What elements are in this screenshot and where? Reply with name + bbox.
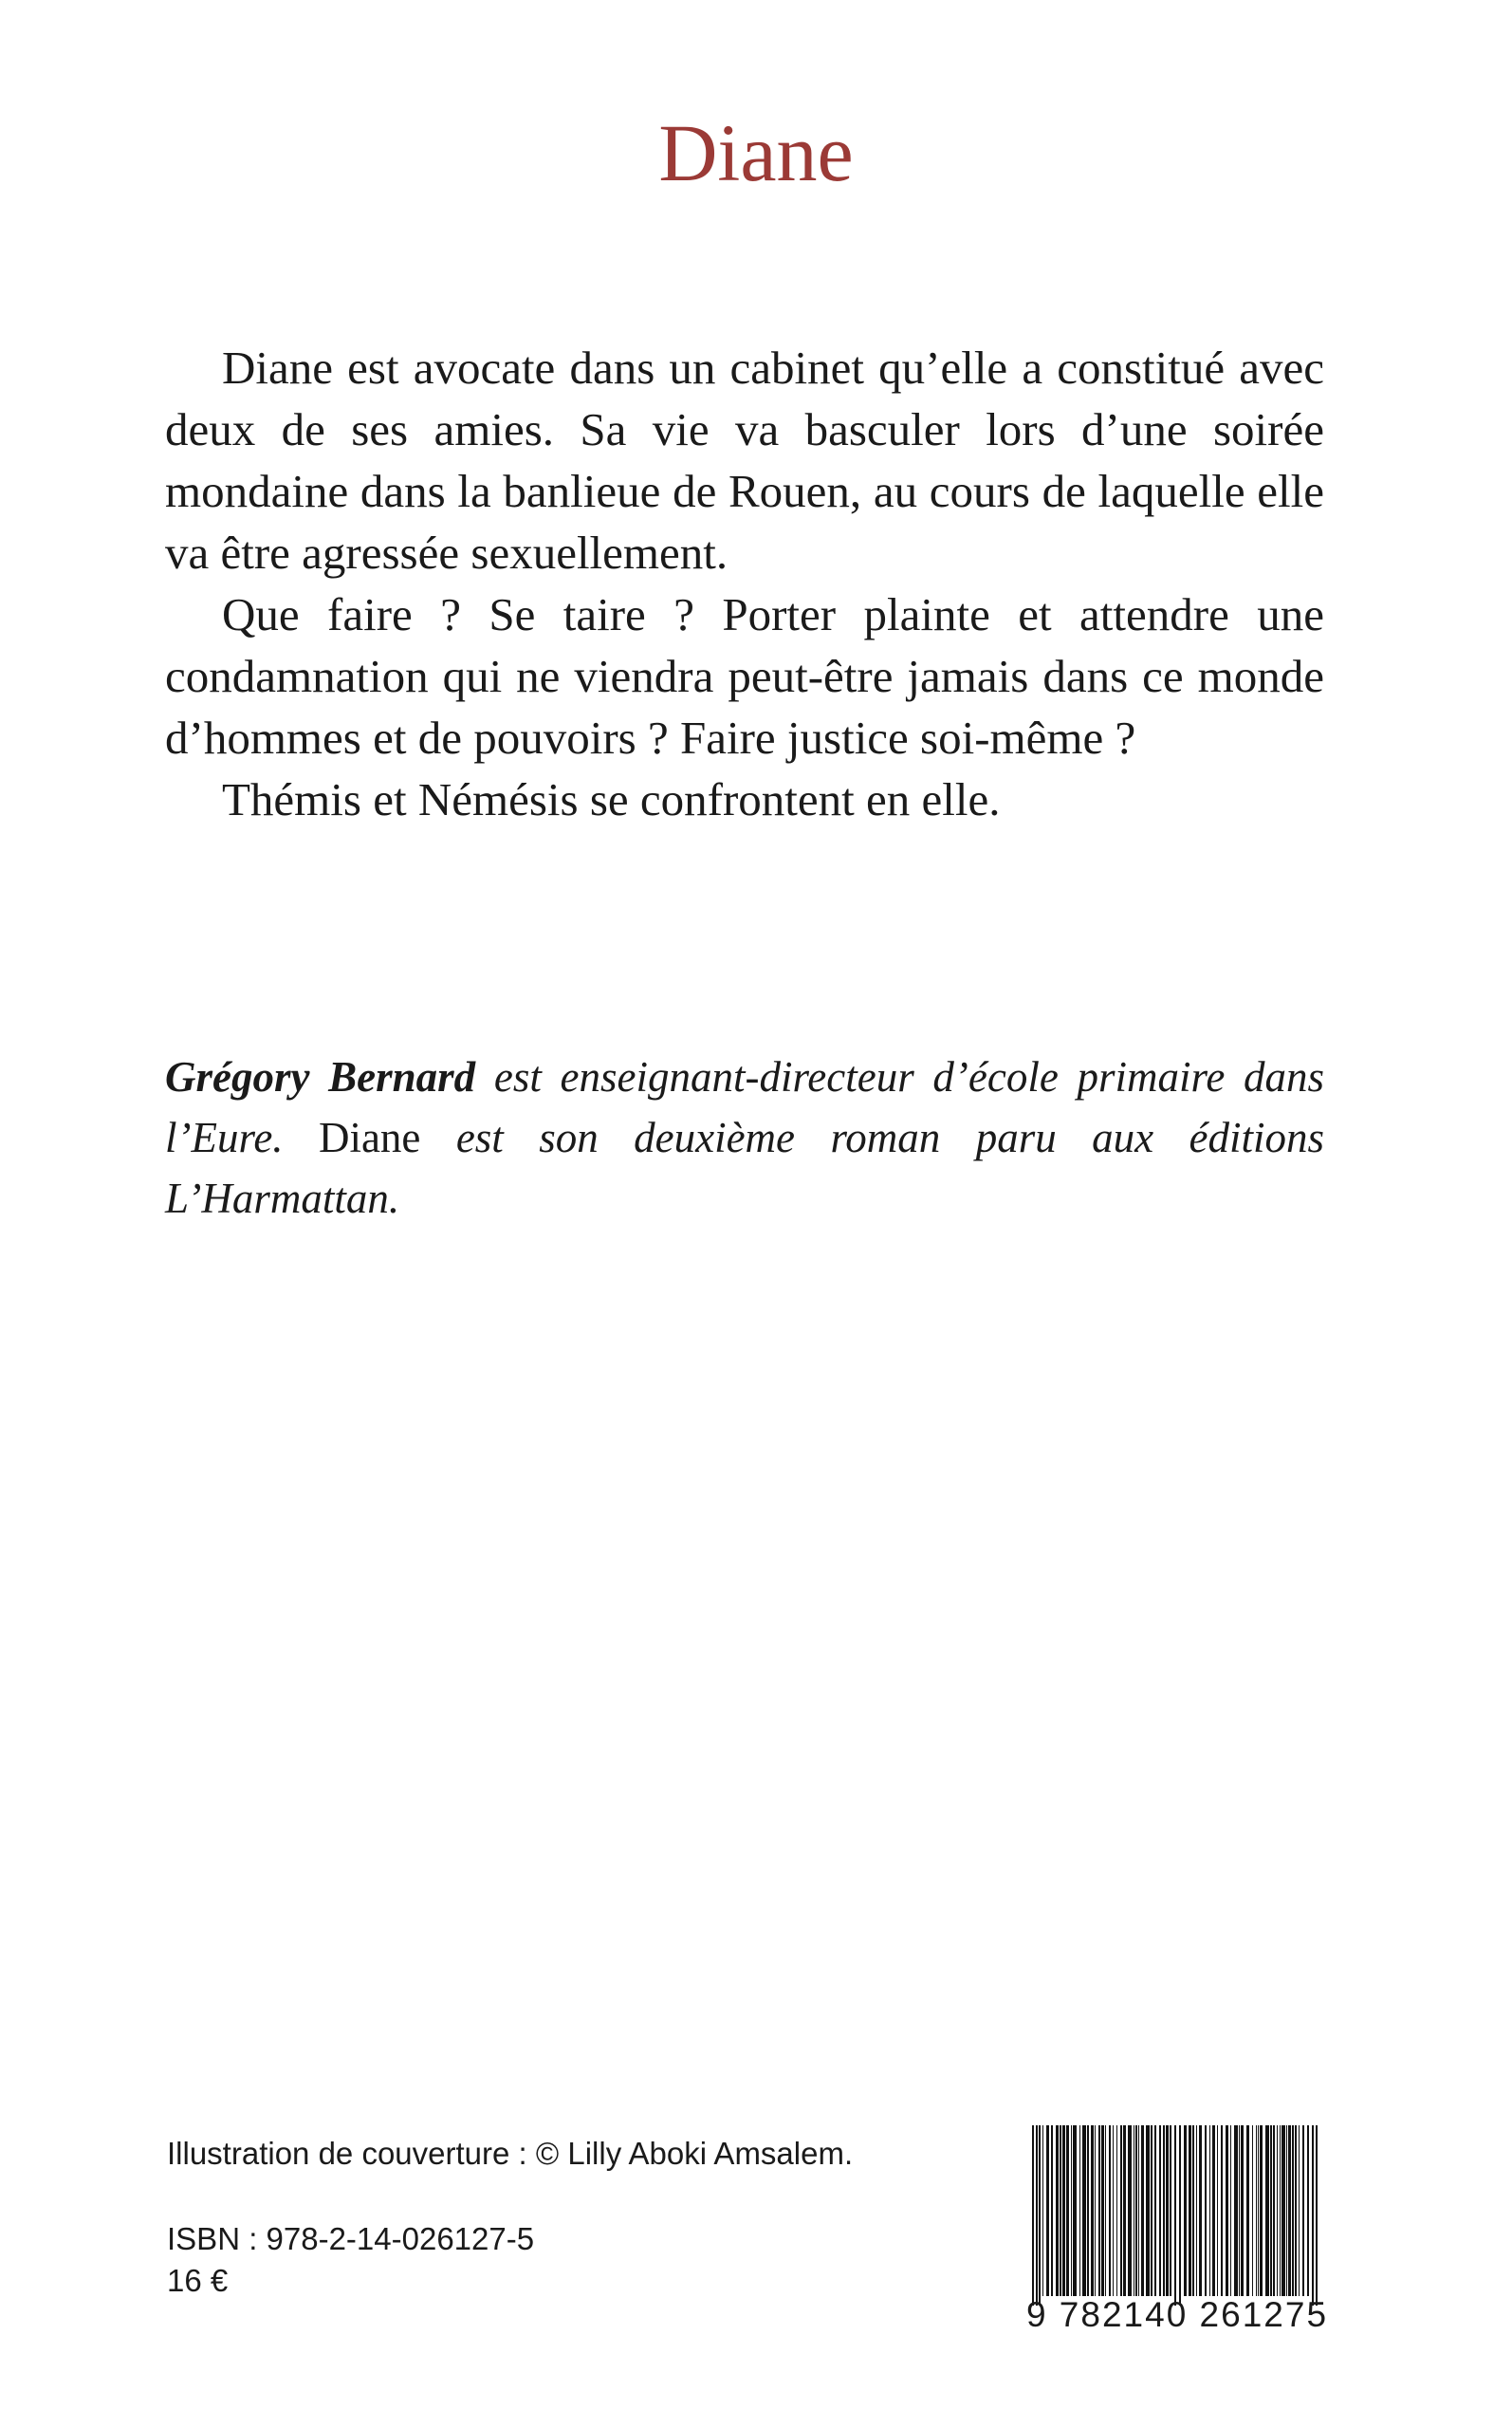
book-title: Diane xyxy=(658,107,854,198)
barcode-bar xyxy=(1146,2125,1150,2296)
barcode-bar xyxy=(1252,2125,1253,2296)
barcode-bar xyxy=(1277,2125,1278,2296)
back-cover-blurb xyxy=(165,337,1324,830)
barcode-bar xyxy=(1230,2125,1231,2296)
barcode-bar xyxy=(1154,2125,1156,2296)
barcode-bar xyxy=(1082,2125,1086,2296)
barcode-bar xyxy=(1286,2125,1287,2296)
barcode-bar xyxy=(1141,2125,1144,2296)
barcode-bar xyxy=(1221,2125,1223,2296)
barcode-bar xyxy=(1091,2125,1094,2296)
barcode-bar xyxy=(1270,2125,1272,2296)
barcode-bar xyxy=(1302,2125,1304,2296)
barcode-bar xyxy=(1039,2125,1041,2306)
barcode-bar xyxy=(1066,2125,1069,2296)
barcode-bar xyxy=(1120,2125,1122,2296)
barcode-bar xyxy=(1288,2125,1291,2296)
barcode-bar xyxy=(1189,2125,1191,2296)
barcode-bar xyxy=(1128,2125,1132,2296)
barcode-bar xyxy=(1212,2125,1215,2296)
barcode-bar xyxy=(1179,2125,1181,2306)
barcode-bar xyxy=(1101,2125,1104,2296)
blurb-paragraph: Diane est avocate dans un cabinet qu’elle a constitué avec deux de ses amies. Sa vie va basculer lors d’une soirée mondaine dans la banlieue de Rouen, au cours de laquelle elle va être agressée sexuellement. xyxy=(165,342,1324,579)
barcode-bar xyxy=(1205,2125,1207,2296)
barcode-bar xyxy=(1282,2125,1285,2296)
barcode-bar xyxy=(1071,2125,1072,2296)
barcode-bar xyxy=(1151,2125,1152,2296)
blurb-paragraph: Que faire ? Se taire ? Porter plainte et attendre une condamnation qui ne viendra peut-être jamais dans ce monde d’hommes et de pouvoirs ? Faire justice soi-même ? xyxy=(165,588,1324,764)
barcode-bar xyxy=(1184,2125,1187,2296)
barcode-bar xyxy=(1226,2125,1228,2296)
barcode-bar xyxy=(1256,2125,1257,2296)
barcode-bar xyxy=(1209,2125,1210,2296)
barcode-bar xyxy=(1166,2125,1169,2296)
barcode-bar xyxy=(1292,2125,1294,2296)
barcode-bar xyxy=(1170,2125,1171,2296)
barcode-bar xyxy=(1116,2125,1117,2296)
barcode-bar xyxy=(1265,2125,1269,2296)
barcode-bar xyxy=(1056,2125,1059,2296)
illustration-credit: Illustration de couverture : © Lilly Aboki Amsalem. xyxy=(167,2136,854,2171)
barcode-bar xyxy=(1159,2125,1161,2296)
barcode xyxy=(1030,2125,1322,2306)
author-bio xyxy=(165,1047,1324,1229)
barcode-bar xyxy=(1295,2125,1297,2296)
barcode-bar xyxy=(1062,2125,1065,2296)
barcode-bar xyxy=(1192,2125,1194,2296)
bio-text-1: est enseignant-directeur d’école primaire dans l’Eure. xyxy=(165,1053,1324,1161)
barcode-bar xyxy=(1060,2125,1061,2296)
bio-text-2: est son deuxième roman paru aux éditions L’Harmattan. xyxy=(165,1114,1324,1222)
barcode-bar xyxy=(1123,2125,1126,2296)
barcode-bar xyxy=(1312,2125,1314,2306)
barcode-bar xyxy=(1280,2125,1281,2296)
bio-book-title: Diane xyxy=(318,1114,421,1161)
price: 16 € xyxy=(167,2263,229,2298)
barcode-bar xyxy=(1073,2125,1077,2296)
barcode-bar xyxy=(1051,2125,1053,2296)
barcode-bar xyxy=(1036,2125,1038,2306)
barcode-bar xyxy=(1032,2125,1034,2306)
barcode-bar xyxy=(1246,2125,1249,2296)
barcode-bar xyxy=(1258,2125,1259,2296)
barcode-digits: 9 782140 261275 xyxy=(1025,2295,1329,2334)
barcode-bar xyxy=(1234,2125,1238,2296)
barcode-bar xyxy=(1273,2125,1275,2296)
barcode-bar xyxy=(1113,2125,1114,2296)
barcode-bar xyxy=(1138,2125,1139,2296)
author-name: Grégory Bernard xyxy=(165,1053,476,1101)
barcode-bar xyxy=(1079,2125,1080,2296)
barcode-bar xyxy=(1299,2125,1300,2296)
barcode-bar xyxy=(1046,2125,1049,2296)
barcode-bar xyxy=(1163,2125,1165,2296)
blurb-paragraph: Thémis et Némésis se confrontent en elle. xyxy=(222,773,1001,825)
barcode-bar xyxy=(1042,2125,1043,2296)
barcode-bar xyxy=(1260,2125,1263,2296)
barcode-bar xyxy=(1095,2125,1096,2296)
barcode-bar xyxy=(1109,2125,1111,2296)
barcode-bar xyxy=(1217,2125,1218,2296)
barcode-bar xyxy=(1307,2125,1309,2296)
barcode-bar xyxy=(1199,2125,1202,2296)
barcode-bar xyxy=(1098,2125,1100,2296)
barcode-bar xyxy=(1316,2125,1318,2306)
barcode-bar xyxy=(1135,2125,1137,2296)
barcode-bar xyxy=(1105,2125,1106,2296)
barcode-bar xyxy=(1174,2125,1176,2306)
isbn: ISBN : 978-2-14-026127-5 xyxy=(167,2221,535,2256)
barcode-bar xyxy=(1241,2125,1244,2296)
barcode-icon xyxy=(1030,2125,1322,2306)
barcode-bar xyxy=(1239,2125,1240,2296)
barcode-bar xyxy=(1196,2125,1197,2296)
barcode-bar xyxy=(1087,2125,1089,2296)
